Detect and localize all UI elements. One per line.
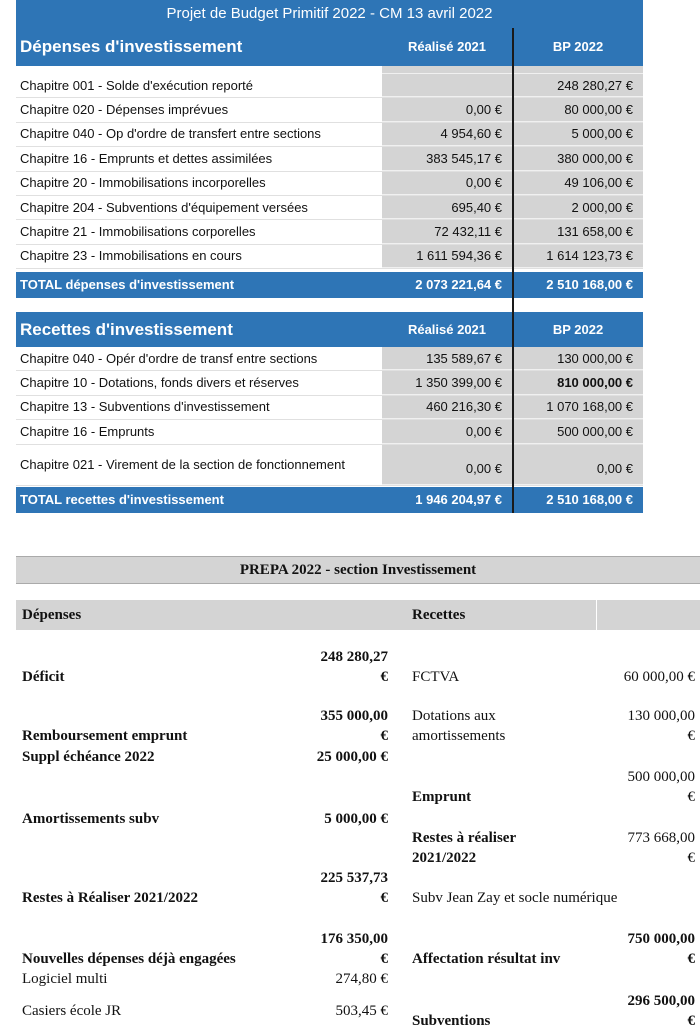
table-row [16,123,643,147]
subventions-amount: 296 500,00 [627,993,695,1009]
column-divider [512,28,514,513]
row-label: Chapitre 040 - Op d'ordre de transfert entre sections [20,126,321,142]
table-row [16,420,643,444]
row-bp: 810 000,00 € [514,371,643,394]
row-bp: 248 280,27 € [514,74,643,97]
depenses-col-bp: BP 2022 [552,39,604,54]
table-row [16,347,643,371]
row-label: Chapitre 23 - Immobilisations en cours [20,248,242,264]
total-realise: 1 946 204,97 € [415,492,502,507]
suppl-echeance-label: Suppl échéance 2022 [22,749,155,765]
total-bp: 2 510 168,00 € [546,277,633,292]
affectation-label: Affectation résultat inv [412,951,561,967]
recettes-col-realise: Réalisé 2021 [407,322,487,337]
row-label: Chapitre 16 - Emprunts [20,423,155,439]
table-row [16,445,643,486]
row-label: Chapitre 001 - Solde d'exécution reporté [20,77,254,93]
deficit-amount: 248 280,27 [320,649,388,665]
restes-realiser-label: Restes à Réaliser 2021/2022 [22,890,198,906]
row-label: Chapitre 21 - Immobilisations corporelles [20,224,256,240]
subventions-amount-currency: € [687,1013,695,1029]
prepa-depenses-header: Dépenses [22,607,82,623]
remboursement-label: Remboursement emprunt [22,728,188,744]
row-bp: 131 658,00 € [514,220,643,243]
recettes-header-label: Recettes d'investissement [20,320,233,339]
dotations-amount: 130 000,00 [627,708,695,724]
row-realise: 1 350 399,00 € [382,371,512,394]
row-label: Chapitre 204 - Subventions d'équipement versées [20,199,308,215]
row-bp: 2 000,00 € [514,196,643,219]
row-realise [382,74,512,97]
row-realise: 460 216,30 € [382,396,512,419]
depenses-total-row [16,272,643,298]
emprunt-label: Emprunt [412,789,472,805]
row-bp: 0,00 € [514,445,643,485]
table-row [16,371,643,395]
row-bp: 1 070 168,00 € [514,396,643,419]
row-realise: 0,00 € [382,172,512,195]
nouvelles-depenses-amount-currency: € [380,951,388,967]
restes-realiser-recettes-label-line2: 2021/2022 [412,850,477,866]
dotations-label: Dotations aux [412,708,496,724]
restes-realiser-amount: 225 537,73 [320,870,388,886]
table-row [16,396,643,420]
row-bp: 500 000,00 € [514,420,643,443]
depenses-header-label: Dépenses d'investissement [20,37,243,56]
logiciel-amount: 274,80 € [335,971,388,987]
row-bp: 380 000,00 € [514,147,643,170]
row-realise: 72 432,11 € [382,220,512,243]
table-row [16,66,643,74]
row-realise: 695,40 € [382,196,512,219]
table-row [16,98,643,122]
row-label: Chapitre 020 - Dépenses imprévues [20,102,229,118]
total-label: TOTAL recettes d'investissement [20,492,224,507]
restes-realiser-amount-currency: € [380,890,388,906]
row-realise: 135 589,67 € [382,347,512,370]
casiers-label: Casiers école JR [22,1003,122,1019]
restes-realiser-recettes-label: Restes à réaliser [412,830,517,846]
affectation-amount-currency: € [687,951,695,967]
prepa-recettes-header: Recettes [412,607,466,623]
row-realise: 383 545,17 € [382,147,512,170]
budget-table [16,0,643,513]
depenses-col-realise: Réalisé 2021 [407,39,487,54]
row-realise: 0,00 € [382,420,512,443]
subventions-label: Subventions [412,1013,491,1029]
row-bp: 5 000,00 € [514,123,643,146]
dotations-amount-currency: € [687,728,695,744]
emprunt-amount: 500 000,00 [627,769,695,785]
table-row [16,172,643,196]
table-row [16,196,643,220]
fctva-label: FCTVA [412,669,460,685]
restes-realiser-recettes-amount-currency: € [687,850,695,866]
table-row [16,147,643,171]
prepa-section [16,556,700,1031]
total-realise: 2 073 221,64 € [415,277,502,292]
table-row [16,245,643,269]
recettes-rows [16,347,643,486]
nouvelles-depenses-amount: 176 350,00 [320,931,388,947]
nouvelles-depenses-label: Nouvelles dépenses déjà engagées [22,951,236,967]
row-realise: 0,00 € [382,98,512,121]
restes-realiser-recettes-amount: 773 668,00 [627,830,695,846]
prepa-header [16,600,700,630]
row-label: Chapitre 10 - Dotations, fonds divers et réserves [20,375,299,391]
deficit-label: Déficit [22,669,65,685]
subv-jean-zay-label: Subv Jean Zay et socle numérique [412,890,618,906]
depenses-rows [16,66,643,269]
emprunt-amount-currency: € [687,789,695,805]
remboursement-amount-currency: € [380,728,388,744]
logiciel-label: Logiciel multi [22,971,108,987]
row-label: Chapitre 021 - Virement de la section de fonctionnement [20,456,345,472]
fctva-amount: 60 000,00 € [623,669,695,685]
total-bp: 2 510 168,00 € [546,492,633,507]
row-bp: 1 614 123,73 € [514,245,643,268]
row-realise: 1 611 594,36 € [382,245,512,268]
recettes-header [16,312,643,347]
affectation-amount: 750 000,00 [627,931,695,947]
amortissements-label: Amortissements subv [22,811,160,827]
row-label: Chapitre 16 - Emprunts et dettes assimilées [20,150,273,166]
row-label: Chapitre 13 - Subventions d'investissement [20,399,270,415]
recettes-col-bp: BP 2022 [552,322,604,337]
table-row [16,74,643,98]
suppl-echeance-amount: 25 000,00 € [316,749,388,765]
budget-title: Projet de Budget Primitif 2022 - CM 13 avril 2022 [16,0,643,28]
prepa-title: PREPA 2022 - section Investissement [16,556,700,584]
row-label: Chapitre 20 - Immobilisations incorporelles [20,175,266,191]
row-bp: 49 106,00 € [514,172,643,195]
row-realise: 0,00 € [382,445,512,485]
row-bp: 80 000,00 € [514,98,643,121]
total-label: TOTAL dépenses d'investissement [20,277,235,292]
dotations-label-line2: amortissements [412,728,506,744]
row-bp: 130 000,00 € [514,347,643,370]
table-row [16,220,643,244]
depenses-header [16,28,643,66]
deficit-amount-currency: € [380,669,388,685]
casiers-amount: 503,45 € [335,1003,388,1019]
recettes-total-row [16,487,643,513]
row-realise: 4 954,60 € [382,123,512,146]
amortissements-amount: 5 000,00 € [324,811,388,827]
remboursement-amount: 355 000,00 [320,708,388,724]
row-label: Chapitre 040 - Opér d'ordre de transf entre sections [20,350,318,366]
